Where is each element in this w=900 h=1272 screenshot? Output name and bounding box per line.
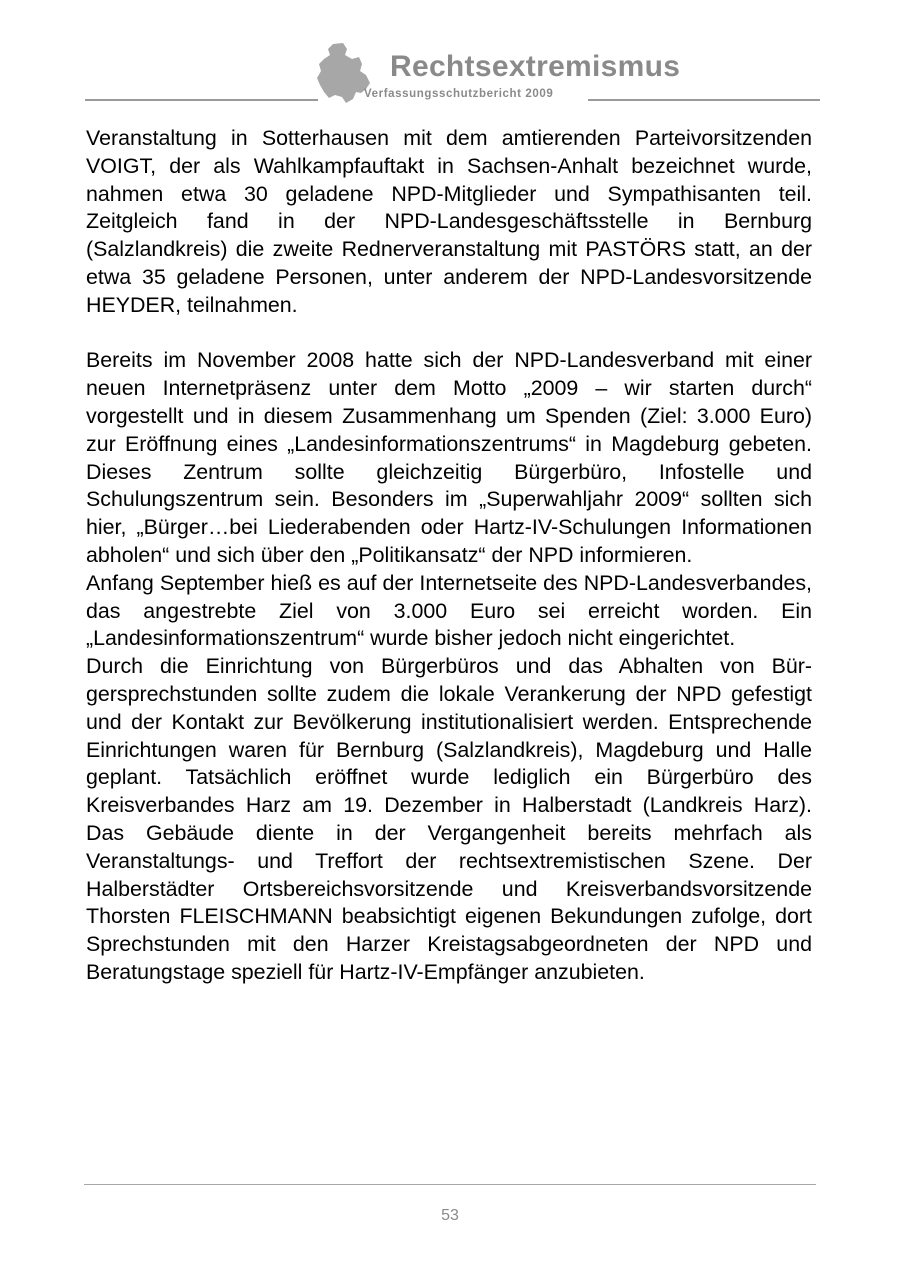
- page-header: [0, 0, 900, 110]
- body-text: [86, 125, 812, 987]
- paragraph: Anfang September hieß es auf der Internetseite des NPD-Landesverbandes, das angestrebte Ziel von 3.000 Euro sei erreicht worden. Ein „Landesinformationszentrum“ wurde bisher jedoch nicht eingerichtet.: [86, 570, 812, 651]
- paragraph: Durch die Einrichtung von Bürgerbüros und das Abhalten von Bürgersprechstunden sollte zudem die lokale Verankerung der NPD gefestigt und der Kontakt zur Bevölkerung institutionalisiert werden. Entsprechende Einrichtungen waren für Bernburg (Salzlandkreis), Magdeburg und Halle geplant. Tatsächlich eröffnet wurde lediglich ein Bürgerbüro des Kreisverbandes Harz am 19. Dezember in Halberstadt (Landkreis Harz). Das Gebäude diente in der Vergangenheit bereits mehrfach als Veranstaltungs- und Treffort der rechtsextremistischen Szene. Der Halberstädter Ortsbereichsvorsitzende und Kreisverbandsvorsitzende Thorsten FLEISCHMANN beabsichtigt eigenen Bekundungen zufolge, dort Sprechstunden mit den Harzer Kreistagsabgeordneten der NPD und Beratungstage speziell für Hartz-IV-Empfänger anzubieten.: [86, 654, 812, 984]
- header-rule-right: [588, 99, 820, 101]
- paragraph: Veranstaltung in Sotterhausen mit dem amtierenden Parteivorsitzenden VOIGT, der als Wahlkampfauftakt in Sachsen-Anhalt bezeichnet wurde, nahmen etwa 30 geladene NPD-Mitglieder und Sympathisanten teil. Zeitgleich fand in der NPD-Landesgeschäftsstelle in Bernburg (Salzlandkreis) die zweite Rednerveranstaltung mit PASTÖRS statt, an der etwa 35 geladene Personen, unter anderem der NPD-Landesvorsitzende HEYDER, teilnahmen.: [86, 126, 812, 317]
- paragraph: Bereits im November 2008 hatte sich der NPD-Landesverband mit einer neuen Internetpräsenz unter dem Motto „2009 – wir starten durch“ vorgestellt und in diesem Zusammenhang um Spenden (Ziel: 3.000 Euro) zur Eröffnung eines „Landesinformationszentrums“ in Magdeburg gebeten. Dieses Zentrum sollte gleichzeitig Bürgerbüro, Infostelle und Schulungszentrum sein. Besonders im „Superwahljahr 2009“ sollten sich hier, „Bürger…bei Liederabenden oder Hartz-IV-Schulungen Informationen abholen“ und sich über den „Politikansatz“ der NPD informieren.: [86, 348, 812, 567]
- header-rule-left: [85, 99, 318, 101]
- header-subtitle: Verfassungsschutzbericht 2009: [364, 88, 554, 100]
- footer-rule: [84, 1184, 816, 1185]
- header-title: Rechtsextremismus: [390, 50, 681, 83]
- page-number: 53: [441, 1207, 459, 1224]
